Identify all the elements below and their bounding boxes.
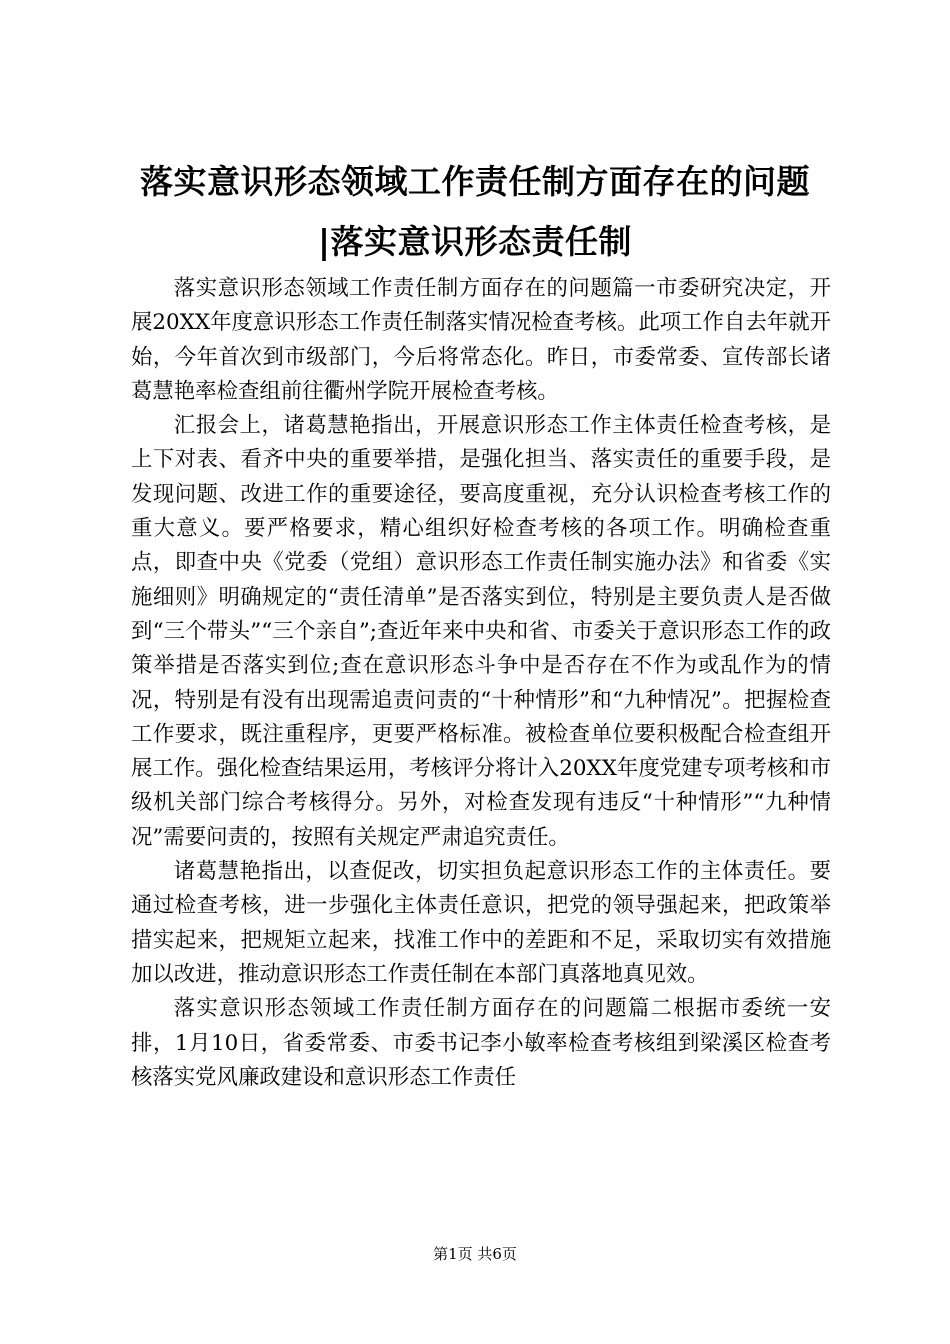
body-paragraph: 落实意识形态领域工作责任制方面存在的问题篇二根据市委统一安排，1月10日，省委常委、市委书记李小敏率检查考核组到梁溪区检查考核落实党风廉政建设和意识形态工作责任	[131, 996, 831, 1090]
body-paragraph: 诸葛慧艳指出，以查促改，切实担负起意识形态工作的主体责任。要通过检查考核，进一步强化主体责任意识，把党的领导强起来，把政策举措实起来，把规矩立起来，找准工作中的差距和不足，采取切实有效措施加以改进，推动意识形态工作责任制在本部门真落地真见效。	[131, 859, 831, 987]
body-paragraph: 汇报会上，诸葛慧艳指出，开展意识形态工作主体责任检查考核，是上下对表、看齐中央的重要举措，是强化担当、落实责任的重要手段，是发现问题、改进工作的重要途径，要高度重视，充分认识检查考核工作的重大意义。要严格要求，精心组织好检查考核的各项工作。明确检查重点，即查中央《党委（党组）意识形态工作责任制实施办法》和省委《实施细则》明确规定的“责任清单”是否落实到位，特别是主要负责人是否做到“三个带头”“三个亲自”;查近年来中央和省、市委关于意识形态工作的政策举措是否落实到位;查在意识形态斗争中是否存在不作为或乱作为的情况，特别是有没有出现需追责问责的“十种情形”和“九种情况”。把握检查工作要求，既注重程序，更要严格标准。被检查单位要积极配合检查组开展工作。强化检查结果运用，考核评分将计入20XX年度党建专项考核和市级机关部门综合考核得分。另外，对检查发现有违反“十种情形”“九种情况”需要问责的，按照有关规定严肃追究责任。	[131, 413, 831, 850]
document-title-line-1: 落实意识形态领域工作责任制方面存在的问题	[140, 162, 810, 201]
page-number-footer: 第1页 共6页	[433, 1245, 517, 1263]
document-body	[131, 272, 831, 1095]
document-title-line-2: |落实意识形态责任制	[317, 222, 633, 261]
body-paragraph: 落实意识形态领域工作责任制方面存在的问题篇一市委研究决定，开展20XX年度意识形态工作责任制落实情况检查考核。此项工作自去年就开始，今年首次到市级部门，今后将常态化。昨日，市委常委、宣传部长诸葛慧艳率检查组前往衢州学院开展检查考核。	[131, 276, 831, 404]
